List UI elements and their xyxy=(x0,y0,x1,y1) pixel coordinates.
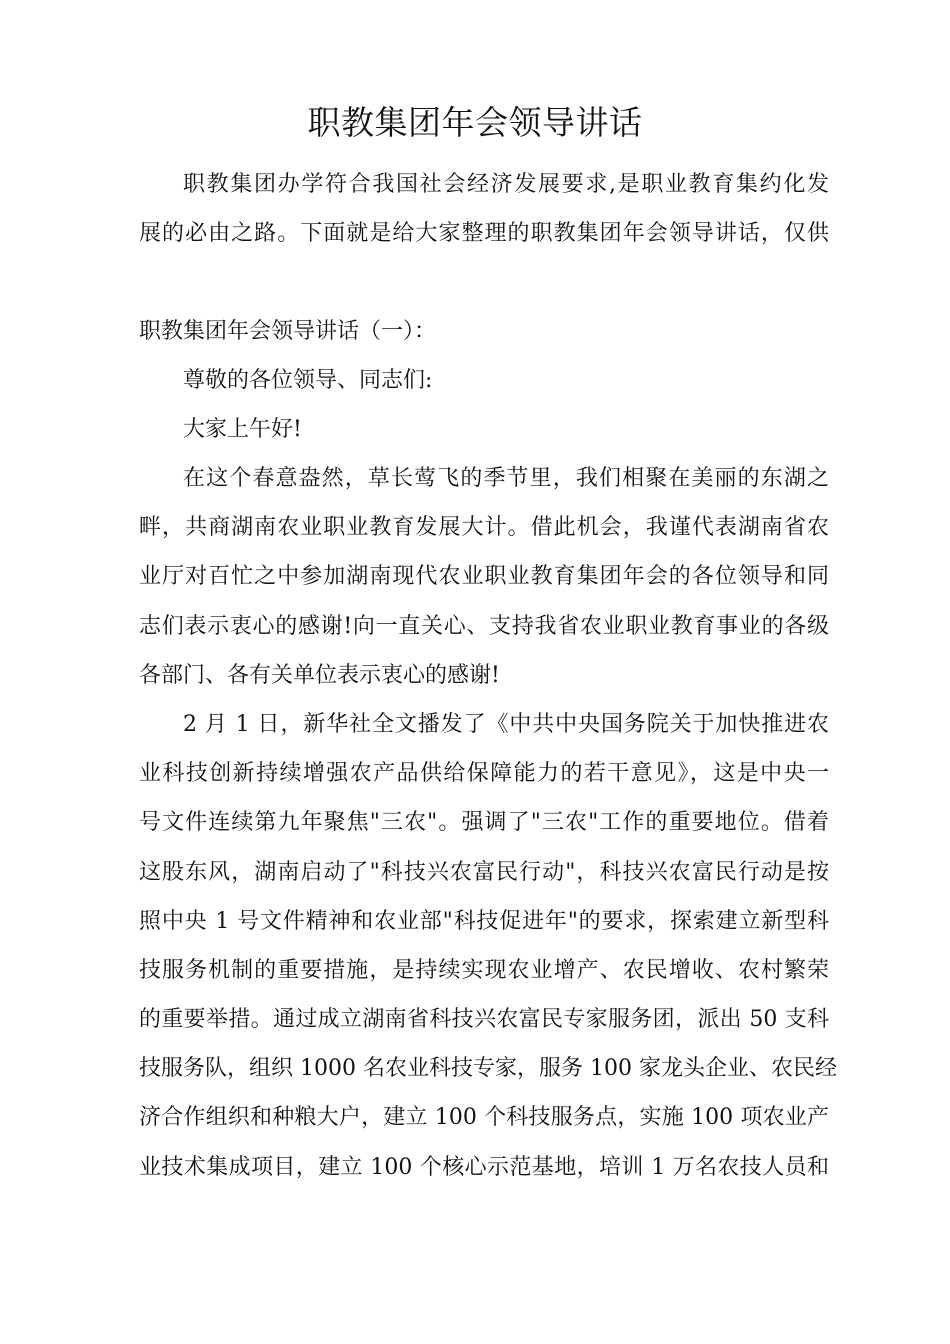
paragraph-1-line-2: 畔，共商湖南农业职业教育发展大计。借此机会，我谨代表湖南省农 xyxy=(139,515,829,540)
section-heading: 职教集团年会领导讲话（一）： xyxy=(139,319,437,344)
paragraph-2-line-1: 2 月 1 日，新华社全文播发了《中共中央国务院关于加快推进农 xyxy=(183,712,829,737)
paragraph-2-line-2: 业科技创新持续增强农产品供给保障能力的若干意见》，这是中央一 xyxy=(139,761,829,786)
paragraph-2-line-9: 济合作组织和种粮大户，建立 100 个科技服务点，实施 100 项农业产 xyxy=(139,1105,829,1130)
paragraph-2-line-6: 技服务机制的重要措施，是持续实现农业增产、农民增收、农村繁荣 xyxy=(139,958,829,983)
intro-line-1: 职教集团办学符合我国社会经济发展要求,是职业教育集约化发 xyxy=(183,172,829,197)
paragraph-2-line-7: 的重要举措。通过成立湖南省科技兴农富民专家服务团，派出 50 支科 xyxy=(139,1007,829,1032)
paragraph-1-line-1: 在这个春意盎然，草长莺飞的季节里，我们相聚在美丽的东湖之 xyxy=(183,466,829,491)
paragraph-2-line-4: 这股东风，湖南启动了"科技兴农富民行动"，科技兴农富民行动是按 xyxy=(139,860,829,885)
paragraph-1-line-4: 志们表示衷心的感谢!向一直关心、支持我省农业职业教育事业的各级 xyxy=(139,614,829,639)
salutation: 尊敬的各位领导、同志们: xyxy=(183,368,433,393)
greeting: 大家上午好! xyxy=(183,417,302,442)
paragraph-2-line-3: 号文件连续第九年聚焦"三农"。强调了"三农"工作的重要地位。借着 xyxy=(139,810,829,835)
document-title: 职教集团年会领导讲话 xyxy=(307,103,643,142)
paragraph-2-line-8: 技服务队，组织 1000 名农业科技专家，服务 100 家龙头企业、农民经 xyxy=(139,1056,837,1081)
paragraph-2-line-5: 照中央 1 号文件精神和农业部"科技促进年"的要求，探索建立新型科 xyxy=(139,909,829,934)
paragraph-2-line-10: 业技术集成项目，建立 100 个核心示范基地，培训 1 万名农技人员和 xyxy=(139,1155,829,1180)
paragraph-1-line-3: 业厅对百忙之中参加湖南现代农业职业教育集团年会的各位领导和同 xyxy=(139,564,829,589)
paragraph-1-line-5: 各部门、各有关单位表示衷心的感谢! xyxy=(139,663,500,688)
intro-line-2: 展的必由之路。下面就是给大家整理的职教集团年会领导讲话，仅供 xyxy=(139,221,829,246)
